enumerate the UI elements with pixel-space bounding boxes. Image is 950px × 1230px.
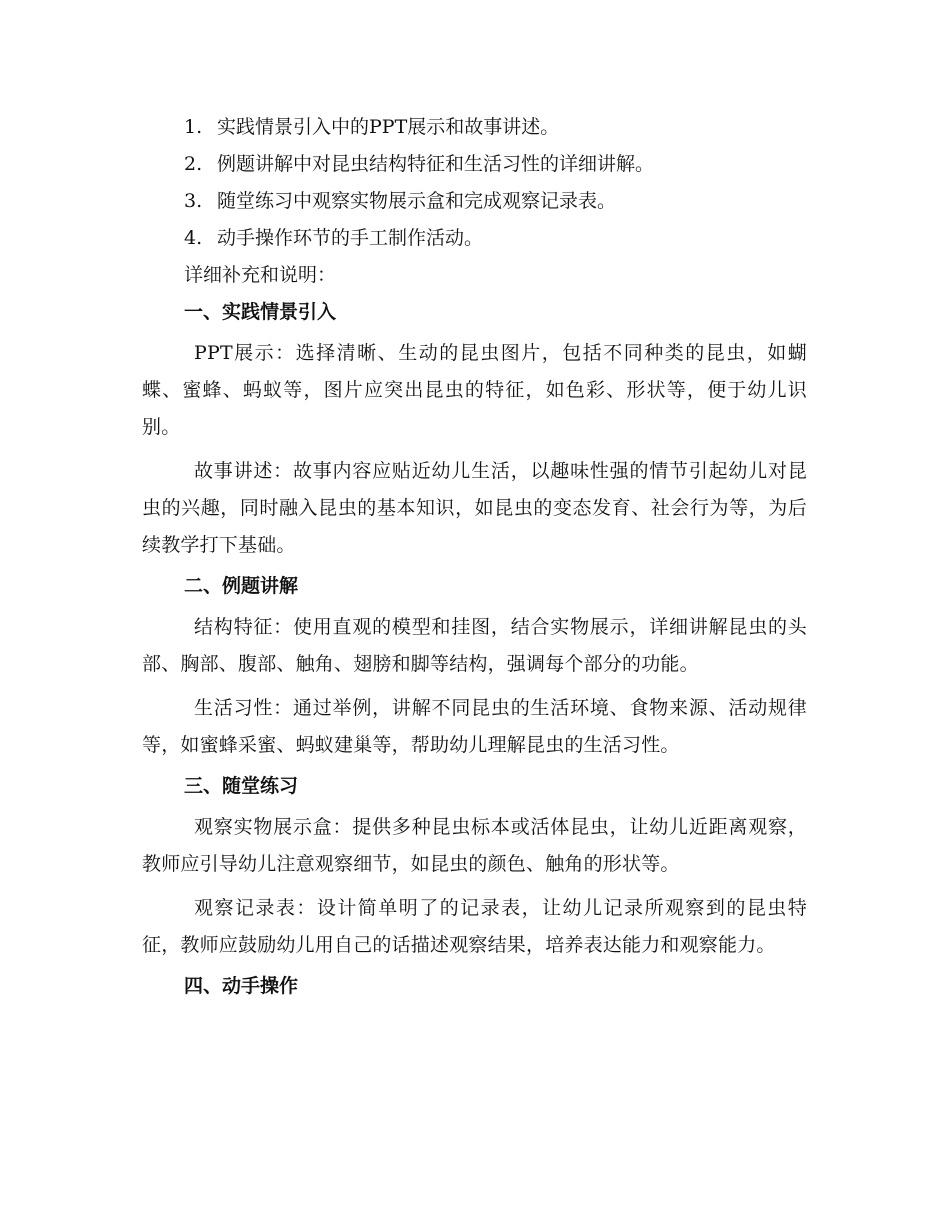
list-text: 例题讲解中对昆虫结构特征和生活习性的详细讲解。: [217, 153, 655, 175]
list-number: 3.: [184, 190, 203, 212]
paragraph-observation-box: 观察实物展示盒：提供多种昆虫标本或活体昆虫，让幼儿近距离观察，教师应引导幼儿注意观察细节，如昆虫的颜色、触角的形状等。: [142, 816, 807, 875]
paragraph-story-telling: 故事讲述：故事内容应贴近幼儿生活，以趣味性强的情节引起幼儿对昆虫的兴趣，同时融入昆虫的基本知识，如昆虫的变态发育、社会行为等，为后续教学打下基础。: [142, 460, 807, 556]
list-item: [142, 223, 807, 253]
list-text: 随堂练习中观察实物展示盒和完成观察记录表。: [217, 190, 617, 212]
paragraph-structure-features: 结构特征：使用直观的模型和挂图，结合实物展示，详细讲解昆虫的头部、胸部、腹部、触角、翅膀和脚等结构，强调每个部分的功能。: [142, 616, 807, 675]
list-item: [142, 149, 807, 179]
section-heading-2: 二、例题讲解: [184, 575, 299, 597]
paragraph-ppt-display: PPT展示：选择清晰、生动的昆虫图片，包括不同种类的昆虫，如蝴蝶、蜜蜂、蚂蚁等，图片应突出昆虫的特征，如色彩、形状等，便于幼儿识别。: [142, 342, 807, 438]
document-body: [142, 112, 807, 1009]
list-item: [142, 112, 807, 142]
list-number: 4.: [184, 227, 203, 249]
section-heading-3: 三、随堂练习: [184, 775, 299, 797]
list-text: 实践情景引入中的PPT展示和故事讲述。: [217, 116, 560, 138]
list-number: 2.: [184, 153, 203, 175]
intro-line: 详细补充和说明：: [184, 264, 337, 286]
list-item: [142, 186, 807, 216]
list-number: 1.: [184, 116, 203, 138]
list-text: 动手操作环节的手工制作活动。: [217, 227, 484, 249]
paragraph-living-habits: 生活习性：通过举例，讲解不同昆虫的生活环境、食物来源、活动规律等，如蜜蜂采蜜、蚂蚁建巢等，帮助幼儿理解昆虫的生活习性。: [142, 697, 807, 756]
section-heading-1: 一、实践情景引入: [184, 301, 337, 323]
section-heading-4: 四、动手操作: [184, 975, 299, 997]
paragraph-observation-record: 观察记录表：设计简单明了的记录表，让幼儿记录所观察到的昆虫特征，教师应鼓励幼儿用自己的话描述观察结果，培养表达能力和观察能力。: [142, 897, 807, 956]
